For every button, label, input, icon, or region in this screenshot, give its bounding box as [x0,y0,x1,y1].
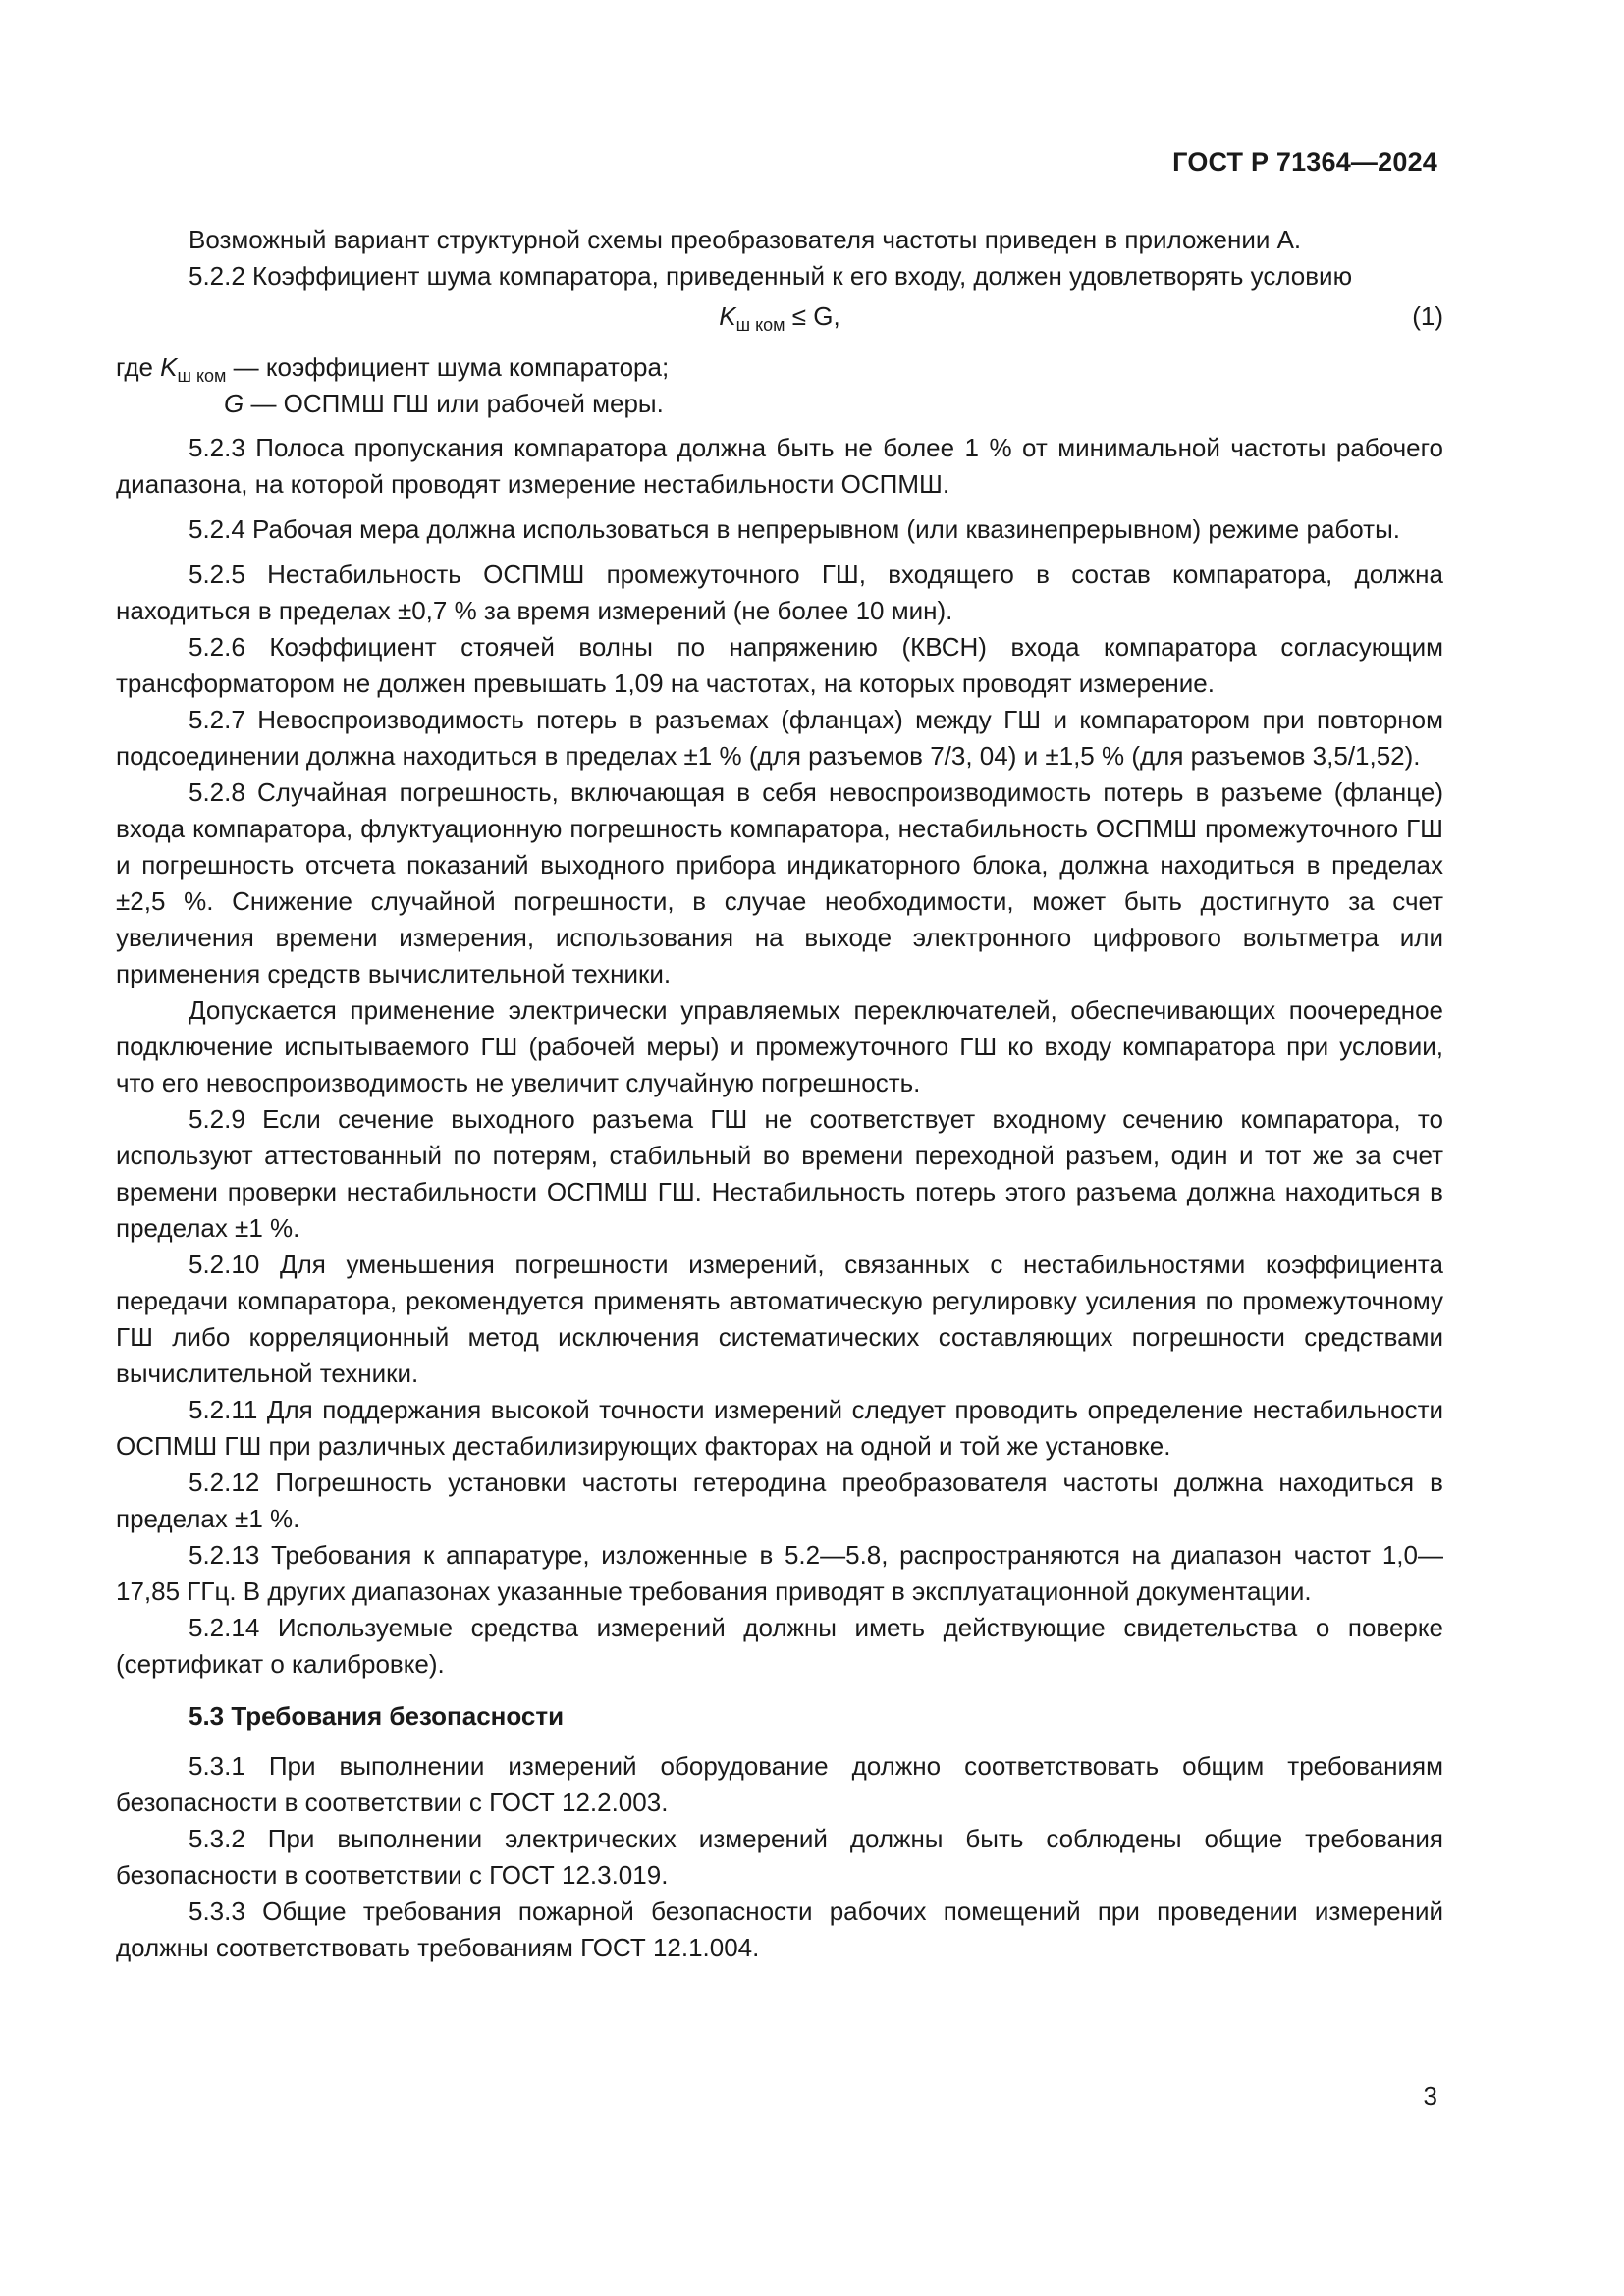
paragraph-5-2-9: 5.2.9 Если сечение выходного разъема ГШ не соответствует входному сечению компаратора, то используют аттестованный по потерям, стабильный во времени переходной разъем, один и тот же за счет времени проверки нестабильности ОСПМШ ГШ. Нестабильность потерь этого разъема должна находиться в пределах ±1 %. [116,1104,1443,1243]
paragraph-5-2-11: 5.2.11 Для поддержания высокой точности измерений следует проводить определение нестабильности ОСПМШ ГШ при различных дестабилизирующих факторах на одной и той же установке. [116,1395,1443,1461]
document-body [116,222,1443,1966]
paragraph-5-2-6: 5.2.6 Коэффициент стоячей волны по напряжению (КВСН) входа компаратора согласующим трансформатором не должен превышать 1,09 на частотах, на которых проводят измерение. [116,632,1443,698]
where-line-1 [116,349,1443,386]
formula-var-k: K [719,301,736,331]
where-line-2 [116,386,1443,422]
intro-paragraph: Возможный вариант структурной схемы преобразователя частоты приведен в приложении А. [189,225,1302,254]
paragraph-5-2-8: 5.2.8 Случайная погрешность, включающая в себя невоспроизводимость потерь в разъеме (фланце) входа компаратора, флуктуационную погрешность компаратора, нестабильность ОСПМШ промежуточного ГШ и погрешность отсчета показаний выходного прибора индикаторного блока, должна находиться в пределах ±2,5 %. Снижение случайной погрешности, в случае необходимости, может быть достигнуто за счет увеличения времени измерения, использования на выходе электронного цифрового вольтметра или применения средств вычислительной техники. [116,777,1443,988]
paragraph-5-2-10: 5.2.10 Для уменьшения погрешности измерений, связанных с нестабильностями коэффициента передачи компаратора, рекомендуется применять автоматическую регулировку усиления по промежуточному ГШ либо корреляционный метод исключения систематических составляющих погрешности средствами вычислительной техники. [116,1250,1443,1388]
paragraph-5-2-14: 5.2.14 Используемые средства измерений должны иметь действующие свидетельства о поверке (сертификат о калибровке). [116,1613,1443,1679]
paragraph-5-2-4: 5.2.4 Рабочая мера должна использоваться в непрерывном (или квазинепрерывном) режиме работы. [189,514,1400,544]
where-subscript: ш ком [177,366,227,386]
formula-rest: ≤ G, [785,301,840,331]
where-prefix: где [116,352,161,382]
formula-expression [116,298,1443,335]
formula-subscript: ш ком [735,315,785,335]
where-var-k: K [160,352,178,382]
formula-1 [116,298,1443,344]
standard-header: ГОСТ Р 71364—2024 [1172,147,1437,177]
page-number: 3 [1423,2081,1437,2110]
paragraph-5-2-13: 5.2.13 Требования к аппаратуре, изложенные в 5.2—5.8, распространяются на диапазон частот 1,0—17,85 ГГц. В других диапазонах указанные требования приводят в эксплуатационной документации. [116,1540,1443,1606]
where-desc-1: — коэффициент шума компаратора; [226,352,670,382]
where-desc-2: — ОСПМШ ГШ или рабочей меры. [244,389,664,418]
paragraph-5-3-3: 5.3.3 Общие требования пожарной безопасности рабочих помещений при проведении измерений должны соответствовать требованиям ГОСТ 12.1.004. [116,1896,1443,1962]
section-heading-5-3: 5.3 Требования безопасности [189,1701,565,1731]
formula-number: (1) [1412,301,1443,331]
paragraph-5-2-5: 5.2.5 Нестабильность ОСПМШ промежуточного ГШ, входящего в состав компаратора, должна находиться в пределах ±0,7 % за время измерений (не более 10 мин). [116,560,1443,625]
paragraph-5-3-1: 5.3.1 При выполнении измерений оборудование должно соответствовать общим требованиям безопасности в соответствии с ГОСТ 12.2.003. [116,1751,1443,1817]
paragraph-5-2-2: 5.2.2 Коэффициент шума компаратора, приведенный к его входу, должен удовлетворять условию [189,261,1353,291]
paragraph-permission: Допускается применение электрически управляемых переключателей, обеспечивающих поочередное подключение испытываемого ГШ (рабочей меры) и промежуточного ГШ ко входу компаратора при условии, что его невоспроизводимость не увеличит случайную погрешность. [116,995,1443,1097]
paragraph-5-2-3: 5.2.3 Полоса пропускания компаратора должна быть не более 1 % от минимальной частоты рабочего диапазона, на которой проводят измерение нестабильности ОСПМШ. [116,433,1443,499]
where-var-g: G [224,389,244,418]
paragraph-5-2-12: 5.2.12 Погрешность установки частоты гетеродина преобразователя частоты должна находиться в пределах ±1 %. [116,1468,1443,1533]
paragraph-5-3-2: 5.3.2 При выполнении электрических измерений должны быть соблюдены общие требования безопасности в соответствии с ГОСТ 12.3.019. [116,1824,1443,1890]
paragraph-5-2-7: 5.2.7 Невоспроизводимость потерь в разъемах (фланцах) между ГШ и компаратором при повторном подсоединении должна находиться в пределах ±1 % (для разъемов 7/3, 04) и ±1,5 % (для разъемов 3,5/1,52). [116,705,1443,771]
